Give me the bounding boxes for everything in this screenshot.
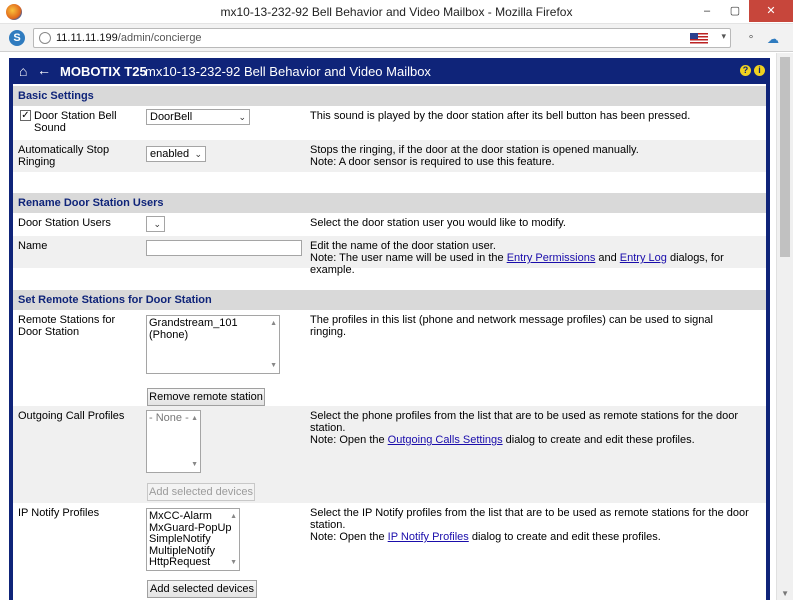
home-icon[interactable]: ⌂ [19,63,28,79]
url-path: /admin/concierge [117,32,202,44]
maximize-button[interactable]: ▢ [729,5,741,17]
translate-icon[interactable]: ° [748,32,754,46]
door-station-users-desc: Select the door station user you would like to modify. [310,217,566,229]
list-item[interactable]: - None - [149,412,189,424]
name-desc-text: dialogs, for example. [310,252,724,276]
row-bell-sound [13,106,766,138]
page-scrollbar[interactable] [776,53,793,600]
ip-notify-desc-text: dialog to create and edit these profiles. [468,531,661,543]
bell-sound-label: Door Station Bell Sound [34,110,117,134]
name-desc-text: Note: The user name will be used in the [310,252,507,264]
row-ip-notify-profiles [13,503,766,600]
scroll-down-icon[interactable]: ▼ [270,361,277,369]
name-desc-text: and [595,252,620,264]
row-remote-stations [13,310,766,406]
ip-notify-profiles-link[interactable]: IP Notify Profiles [387,531,469,543]
name-input[interactable] [146,240,302,256]
stop-ringing-value: enabled [150,148,190,160]
stop-ringing-desc [310,144,750,168]
ip-notify-profiles-label: IP Notify Profiles [18,507,100,519]
door-station-users-label: Door Station Users [18,217,111,229]
outgoing-call-profiles-listbox[interactable] [146,410,201,473]
scroll-up-icon[interactable]: ▲ [191,415,198,422]
outgoing-desc-line2 [310,434,750,446]
ip-notify-desc-line1: Select the IP Notify profiles from the list that are to be used as remote stations for the door station. [310,507,749,531]
page-title: mx10-13-232-92 Bell Behavior and Video Mailbox [145,64,431,79]
site-identity-icon[interactable]: S [9,30,25,46]
ip-notify-desc-text: Note: Open the [310,531,388,543]
info-icon[interactable]: i [754,65,765,76]
row-outgoing-call-profiles [13,406,766,503]
row-name [13,236,766,276]
url-dropdown-icon[interactable]: ▾ [721,31,726,41]
stop-ringing-desc-line1: Stops the ringing, if the door at the door station is opened manually. [310,144,639,156]
scroll-down-icon[interactable]: ▼ [191,460,198,468]
section-basic-settings [13,86,766,106]
scroll-down-icon[interactable]: ▼ [230,558,237,566]
name-desc-line1: Edit the name of the door station user. [310,240,496,252]
remote-stations-desc: The profiles in this list (phone and network message profiles) can be used to signal ringing. [310,314,713,338]
camera-admin-frame [9,58,770,600]
outgoing-desc [310,410,750,446]
remove-remote-station-button[interactable]: Remove remote station [147,388,265,406]
scroll-up-icon[interactable]: ▲ [230,513,237,520]
section-rename-users [13,193,766,213]
section-remote-stations [13,290,766,310]
url-text[interactable] [56,32,202,44]
name-desc-line2 [310,252,750,276]
ip-notify-desc-line2 [310,531,750,543]
us-flag-icon[interactable] [690,33,708,44]
list-item[interactable]: Grandstream_101 (Phone) [149,317,238,341]
bell-sound-desc: This sound is played by the door station after its bell button has been pressed. [310,110,691,122]
window-title: mx10-13-232-92 Bell Behavior and Video Mailbox - Mozilla Firefox [220,5,573,19]
close-button[interactable]: ✕ [749,0,793,22]
ip-notify-desc [310,507,750,543]
minimize-button[interactable]: – [703,5,711,17]
section-title: Rename Door Station Users [18,197,164,209]
chevron-down-icon: ⌄ [238,112,246,122]
name-desc [310,240,750,276]
outgoing-desc-text: Note: Open the [310,434,388,446]
entry-permissions-link[interactable]: Entry Permissions [506,252,596,264]
bell-sound-value: DoorBell [150,111,193,123]
name-label: Name [18,240,48,252]
url-host: 11.11.11.199 [56,32,118,44]
stop-ringing-desc-line2: Note: A door sensor is required to use this feature. [310,156,555,168]
entry-log-link[interactable]: Entry Log [619,252,667,264]
help-icon[interactable]: ? [740,65,751,76]
list-item[interactable]: MxGuard-PopUp [149,521,232,534]
remote-stations-label: Remote Stations for Door Station [18,314,116,338]
list-item[interactable]: HttpRequest [149,556,211,568]
list-item[interactable]: MxCC-Alarm [149,510,212,522]
bell-sound-select[interactable] [146,109,250,125]
add-outgoing-devices-button[interactable]: Add selected devices [147,483,255,501]
remote-stations-listbox[interactable] [146,315,280,374]
list-item[interactable]: MultipleNotify [149,544,216,557]
outgoing-desc-text: dialog to create and edit these profiles. [502,434,695,446]
scrollbar-thumb[interactable] [780,57,790,257]
window-controls [693,0,793,22]
extension-icon[interactable]: ☁ [767,32,779,46]
outgoing-call-profiles-label: Outgoing Call Profiles [18,410,125,422]
scroll-up-icon[interactable]: ▲ [270,320,277,327]
brand-label: MOBOTIX T25 [60,64,147,79]
door-station-users-select[interactable] [146,216,165,232]
stop-ringing-select[interactable] [146,146,206,162]
page-header [13,58,766,84]
chevron-down-icon: ⌄ [153,219,161,229]
section-title: Basic Settings [18,90,94,102]
scroll-down-icon[interactable]: ▼ [781,589,789,598]
row-stop-ringing [13,140,766,172]
back-arrow-icon[interactable]: ← [37,62,51,78]
stop-ringing-label: Automatically Stop Ringing [18,144,110,168]
globe-icon [39,32,51,44]
page-viewport [0,53,793,600]
outgoing-desc-line1: Select the phone profiles from the list that are to be used as remote stations for the door station. [310,410,739,434]
add-ip-notify-devices-button[interactable]: Add selected devices [147,580,257,598]
outgoing-calls-settings-link[interactable]: Outgoing Calls Settings [387,434,503,446]
bell-sound-checkbox[interactable]: ✓ [21,110,30,121]
list-item[interactable]: SimpleNotify [149,533,211,545]
chevron-down-icon: ⌄ [194,149,202,159]
ip-notify-profiles-listbox[interactable] [146,508,240,571]
window-titlebar [0,0,793,24]
url-bar[interactable] [33,28,731,48]
row-door-station-users [13,213,766,235]
section-title: Set Remote Stations for Door Station [18,294,212,306]
navigation-toolbar [0,24,793,52]
